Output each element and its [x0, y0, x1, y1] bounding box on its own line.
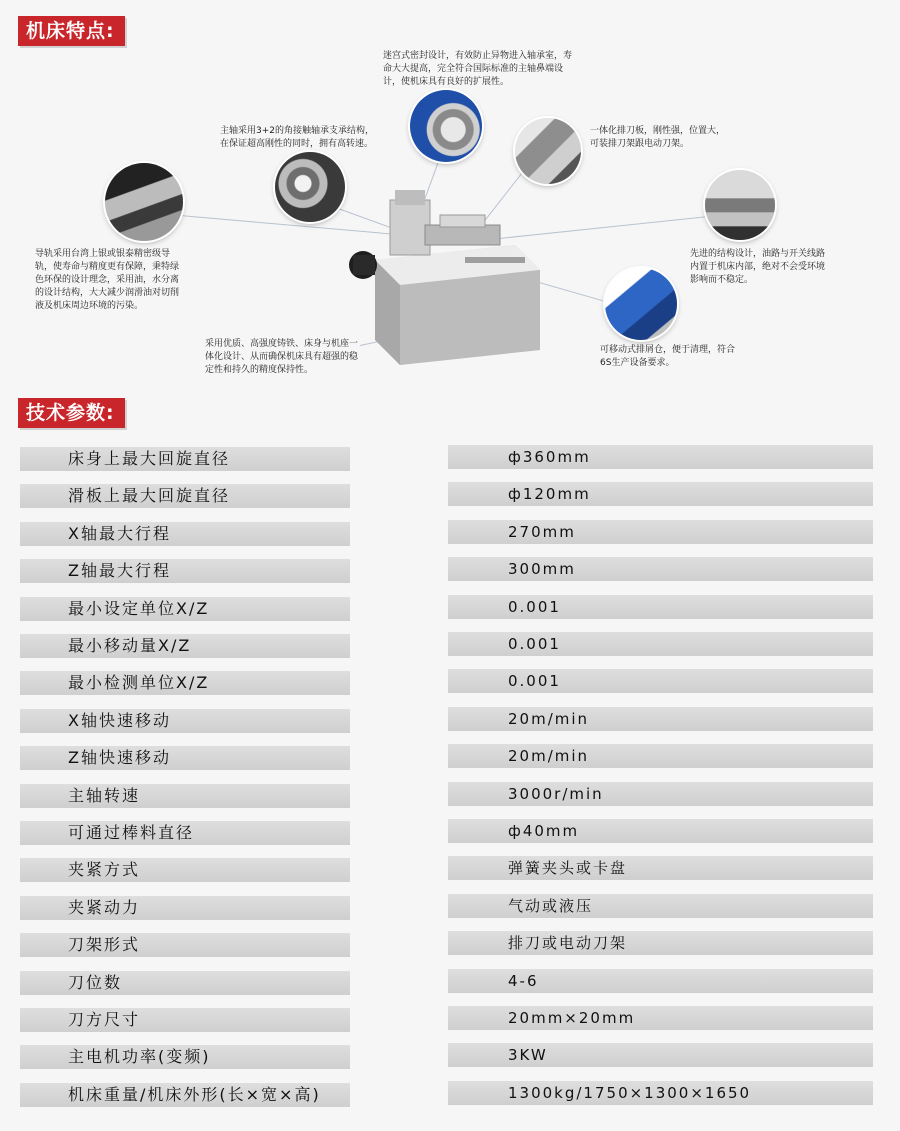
spec-value: 0.001	[448, 595, 873, 619]
spec-value: 300mm	[448, 557, 873, 581]
spec-label: 滑板上最大回旋直径	[20, 484, 350, 508]
spec-value: 0.001	[448, 632, 873, 656]
guide-rail-photo	[105, 163, 183, 241]
lathe-machine-illustration	[345, 175, 545, 365]
spec-label: 刀架形式	[20, 933, 350, 957]
specs-section-title: 技术参数:	[18, 398, 125, 428]
spec-value: 20m/min	[448, 744, 873, 768]
callout-bearing: 主轴采用3+2的角接触轴承支承结构，在保证超高刚性的同时，拥有高转速。	[220, 126, 374, 149]
spec-value: 4-6	[448, 969, 873, 993]
bearing-photo	[275, 152, 345, 222]
callout-casting: 采用优质、高强度铸铁、床身与机座一体化设计、从而确保机床具有超强的稳定性和持久的精度保持性。	[205, 339, 359, 375]
spec-value: 气动或液压	[448, 894, 873, 918]
spec-label: 最小检测单位X/Z	[20, 671, 350, 695]
spec-value: 3KW	[448, 1043, 873, 1067]
spec-label: 机床重量/机床外形(长×宽×高)	[20, 1083, 350, 1107]
callout-wiring: 先进的结构设计，油路与开关线路内置于机床内部，绝对不会受环境影响而不稳定。	[690, 249, 826, 285]
spec-label: X轴最大行程	[20, 522, 350, 546]
callout-chip-bin: 可移动式排屑仓，便于清理，符合6S生产设备要求。	[600, 345, 736, 368]
spindle-seal-photo	[410, 90, 482, 162]
spec-value: 弹簧夹头或卡盘	[448, 856, 873, 880]
spec-value: 1300kg/1750×1300×1650	[448, 1081, 873, 1105]
spec-value: ф120mm	[448, 482, 873, 506]
spec-label: 主电机功率(变频)	[20, 1045, 350, 1069]
spec-label: Z轴最大行程	[20, 559, 350, 583]
spec-value: ф360mm	[448, 445, 873, 469]
spec-label: 床身上最大回旋直径	[20, 447, 350, 471]
spec-label: 夹紧动力	[20, 896, 350, 920]
spec-value: ф40mm	[448, 819, 873, 843]
spec-value: 270mm	[448, 520, 873, 544]
spec-label: 最小设定单位X/Z	[20, 597, 350, 621]
spec-value: 20m/min	[448, 707, 873, 731]
callout-guide-rail: 导轨采用台湾上银或银泰精密级导轨，使寿命与精度更有保障，秉特绿色环保的设计理念，采用油，水分离的设计结构，大大减少润滑油对切削液及机床周边环境的污染。	[35, 249, 180, 311]
spec-value: 3000r/min	[448, 782, 873, 806]
spec-value: 0.001	[448, 669, 873, 693]
callout-spindle-seal: 迷宫式密封设计，有效防止异物进入轴承室，寿命大大提高，完全符合国际标准的主轴鼻端设计，使机床具有良好的扩展性。	[383, 51, 573, 87]
spec-label: 刀方尺寸	[20, 1008, 350, 1032]
callout-tool-plate: 一体化排刀板，刚性强，位置大，可装排刀架跟电动刀架。	[590, 126, 726, 149]
wiring-photo	[705, 170, 775, 240]
spec-label: 最小移动量X/Z	[20, 634, 350, 658]
spec-value: 排刀或电动刀架	[448, 931, 873, 955]
spec-label: 夹紧方式	[20, 858, 350, 882]
spec-label: X轴快速移动	[20, 709, 350, 733]
spec-label: 刀位数	[20, 971, 350, 995]
spec-value: 20mm×20mm	[448, 1006, 873, 1030]
features-section-title: 机床特点:	[18, 16, 125, 46]
chip-bin-photo	[605, 268, 677, 340]
spec-label: Z轴快速移动	[20, 746, 350, 770]
spec-label: 主轴转速	[20, 784, 350, 808]
spec-label: 可通过棒料直径	[20, 821, 350, 845]
